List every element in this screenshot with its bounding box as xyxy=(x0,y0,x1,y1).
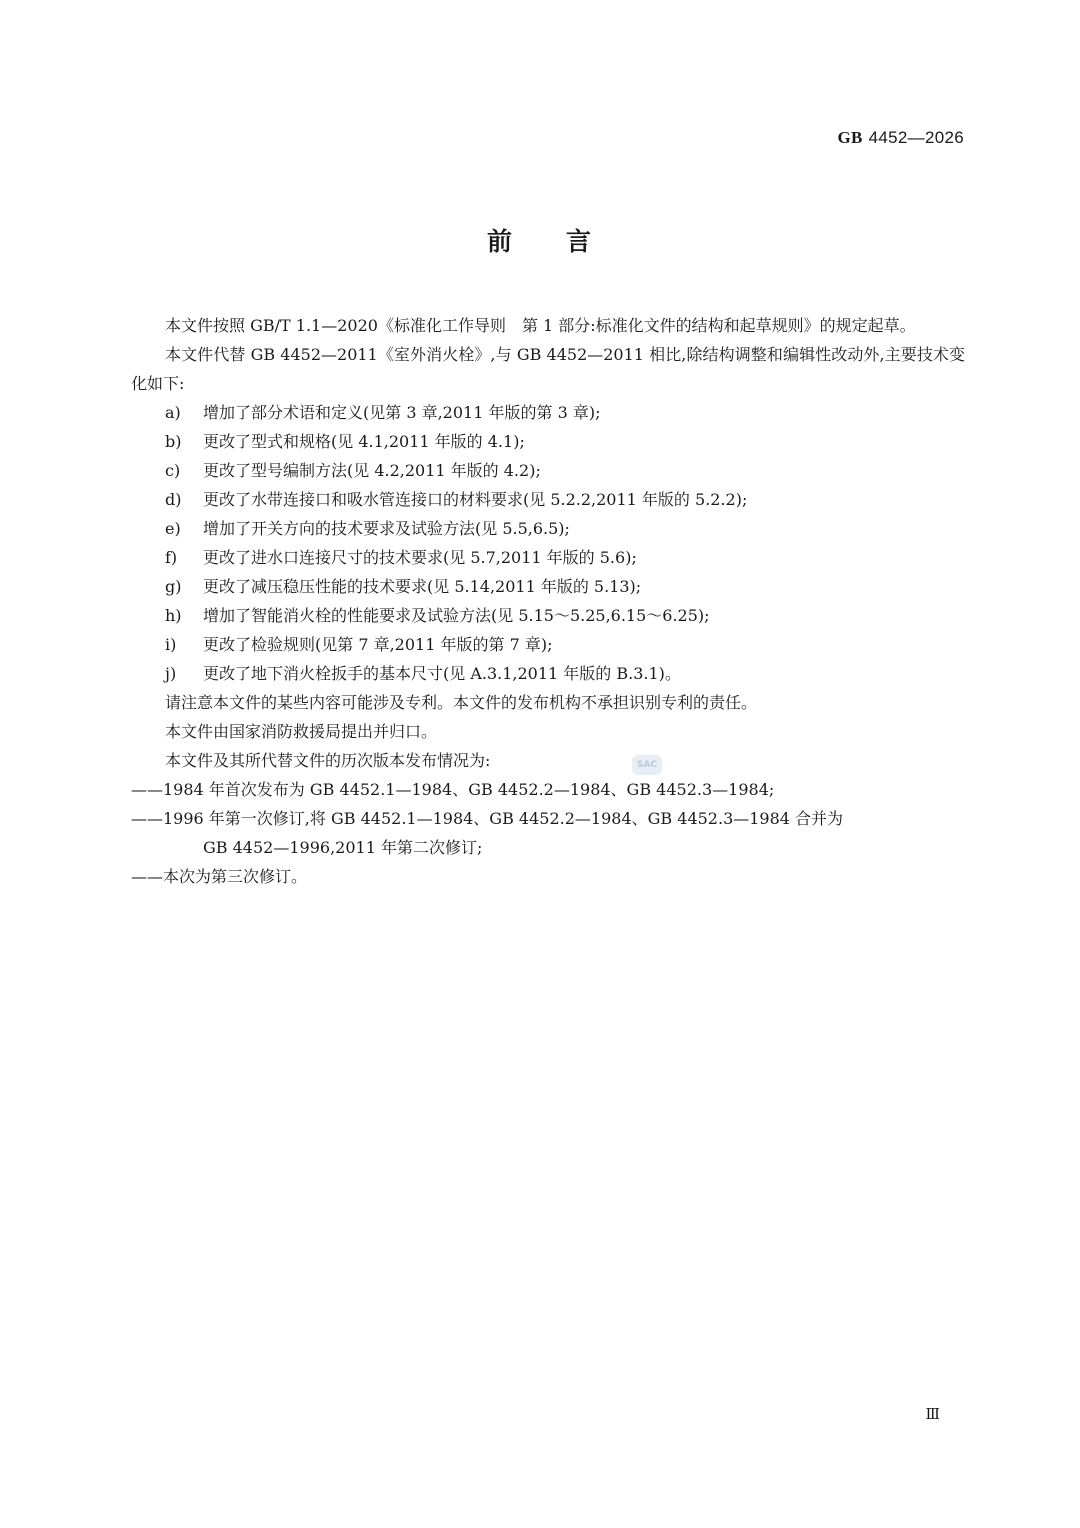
list-item: d) 更改了水带连接口和吸水管连接口的材料要求(见 5.2.2,2011 年版的 5.2.2); xyxy=(165,490,748,509)
changes-list xyxy=(131,398,965,688)
list-item: a) 增加了部分术语和定义(见第 3 章,2011 年版的第 3 章); xyxy=(165,403,601,422)
list-item: j) 更改了地下消火栓扳手的基本尺寸(见 A.3.1,2011 年版的 B.3.1)。 xyxy=(165,664,681,683)
list-item: b) 更改了型式和规格(见 4.1,2011 年版的 4.1); xyxy=(165,432,525,451)
page-title xyxy=(0,222,1080,258)
list-item: i) 更改了检验规则(见第 7 章,2011 年版的第 7 章); xyxy=(165,635,553,654)
list-item: e) 增加了开关方向的技术要求及试验方法(见 5.5,6.5); xyxy=(165,519,570,538)
paragraph-proposer: 本文件由国家消防救援局提出并归口。 xyxy=(165,722,438,741)
title-char-2: 言 xyxy=(566,227,594,256)
list-item: h) 增加了智能消火栓的性能要求及试验方法(见 5.15～5.25,6.15～6.25); xyxy=(165,606,710,625)
foreword-body xyxy=(131,311,965,891)
paragraph-patent-notice: 请注意本文件的某些内容可能涉及专利。本文件的发布机构不承担识别专利的责任。 xyxy=(165,693,758,712)
list-item: g) 更改了减压稳压性能的技术要求(见 5.14,2011 年版的 5.13); xyxy=(165,577,642,596)
paragraph-drafting-rules: 本文件按照 GB/T 1.1—2020《标准化工作导则 第 1 部分:标准化文件的结构和起草规则》的规定起草。 xyxy=(165,316,916,335)
standard-code-header xyxy=(837,128,964,148)
history-list xyxy=(131,775,965,891)
paragraph-replacement: 本文件代替 GB 4452—2011《室外消火栓》,与 GB 4452—2011 相比,除结构调整和编辑性改动外,主要技术变化如下: xyxy=(131,345,965,393)
list-item: f) 更改了进水口连接尺寸的技术要求(见 5.7,2011 年版的 5.6); xyxy=(165,548,637,567)
paragraph-history-intro: 本文件及其所代替文件的历次版本发布情况为: xyxy=(165,751,491,770)
history-item: ——1996 年第一次修订,将 GB 4452.1—1984、GB 4452.2—1984、GB 4452.3—1984 合并为 GB 4452—1996,2011 年第二次修订; xyxy=(131,809,844,857)
history-item: ——1984 年首次发布为 GB 4452.1—1984、GB 4452.2—1984、GB 4452.3—1984; xyxy=(131,780,775,799)
standard-prefix: GB xyxy=(837,128,863,147)
page-number: Ⅲ xyxy=(925,1407,940,1423)
list-item: c) 更改了型号编制方法(见 4.2,2011 年版的 4.2); xyxy=(165,461,541,480)
sac-watermark-logo: SAC xyxy=(632,755,662,775)
standard-number: 4452—2026 xyxy=(868,128,964,147)
history-item: ——本次为第三次修订。 xyxy=(131,867,308,886)
title-char-1: 前 xyxy=(486,227,514,256)
